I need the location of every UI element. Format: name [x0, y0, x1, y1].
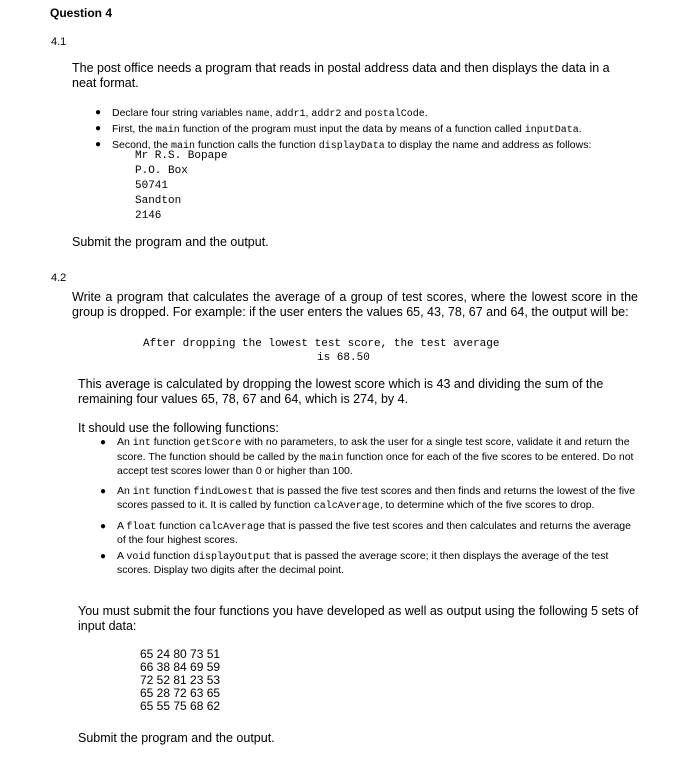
text: Second, the: [112, 139, 171, 151]
address-line: P.O. Box: [135, 165, 188, 177]
code-calcaverage: calcAverage: [198, 521, 265, 533]
text: function calls the function: [194, 139, 319, 151]
code-findlowest: findLowest: [193, 486, 254, 498]
address-line: Mr R.S. Bopape: [135, 150, 228, 162]
code-addr2: addr2: [311, 109, 342, 120]
text: function: [156, 519, 199, 532]
function-item-getscore: [100, 436, 642, 479]
function-item-displayoutput: [100, 549, 642, 578]
q41-intro: The post office needs a program that reads in postal address data and then displays the data in a neat format.: [72, 61, 610, 90]
code-int: int: [132, 486, 151, 498]
text: First, the: [112, 123, 156, 135]
data-set-row: 66 38 84 69 59: [140, 660, 221, 674]
function-item-findlowest: [100, 484, 642, 514]
text: , to determine which of the five scores to drop.: [379, 499, 595, 511]
bullet-icon: ●: [95, 107, 102, 118]
text: A: [117, 519, 127, 532]
address-line: 50741: [135, 180, 169, 192]
code-addr1: addr1: [275, 109, 306, 120]
data-set-row: 65 55 75 68 62: [140, 699, 221, 713]
text: An: [117, 436, 133, 448]
q41-bullet-2: [95, 122, 652, 138]
text: to display the name and address as follows:: [384, 139, 592, 151]
bullet-icon: ●: [100, 485, 107, 497]
bullet-icon: ●: [95, 123, 102, 134]
code-main: main: [319, 452, 344, 464]
functions-intro: It should use the following functions:: [78, 421, 279, 435]
text: that is passed the five test scores and then finds and returns the lowest of the five scores passed to it. It is called by function: [117, 484, 636, 511]
address-line: Sandton: [135, 195, 182, 207]
bullet-icon: ●: [95, 139, 102, 150]
question-heading: Question 4: [50, 6, 113, 20]
code-int: int: [132, 438, 151, 449]
q42-intro: Write a program that calculates the average of a group of test scores, where the lowest score in the group is dropped. For example: if the user enters the values 65, 43, 78, 67 and 64, the output will be:: [72, 290, 638, 319]
text: function: [150, 436, 194, 448]
address-line: 2146: [135, 210, 162, 222]
example-output-line-1: After dropping the lowest test score, the test average: [143, 338, 500, 350]
bullet-icon: ●: [100, 437, 107, 448]
q42-explanation: This average is calculated by dropping the lowest score which is 43 and dividing the sum of the remaining four values 65, 78, 67 and 64, which is 274, by 4.: [78, 377, 604, 406]
code-postalcode: postalCode: [364, 109, 425, 120]
text: ,: [269, 107, 276, 119]
q41-submit: Submit the program and the output.: [72, 235, 269, 249]
functions-list: [100, 436, 642, 578]
text: function: [150, 549, 193, 562]
text: and: [341, 107, 365, 119]
code-name: name: [245, 109, 270, 120]
code-displayoutput: displayOutput: [192, 551, 271, 563]
data-set-row: 65 24 80 73 51: [140, 647, 221, 661]
code-float: float: [126, 521, 157, 533]
text: function of the program must input the data by means of a function called: [179, 123, 525, 135]
text: An: [117, 484, 133, 497]
example-output-line-2: is 68.50: [317, 352, 370, 364]
data-set-row: 65 28 72 63 65: [140, 686, 221, 700]
text: function once for each of the five scores to be entered. Do not accept test scores lower than 0 or higher than 100.: [117, 450, 634, 477]
code-main: main: [155, 125, 180, 136]
text: A: [117, 549, 127, 562]
data-set-row: 72 52 81 23 53: [140, 673, 221, 687]
section-number-4-1: 4.1: [51, 36, 67, 48]
input-data-sets: [140, 648, 220, 713]
q41-bullet-1: [95, 106, 652, 122]
text: with no parameters, to ask the user for a single test score, validate it and return the score. The function should be called by the: [117, 436, 630, 463]
address-block: [135, 149, 227, 224]
code-calcaverage: calcAverage: [313, 501, 380, 512]
bullet-icon: ●: [100, 520, 107, 532]
text: Declare four string variables: [112, 107, 246, 119]
code-main: main: [170, 141, 195, 152]
q41-bullet-list: [95, 106, 652, 154]
text: .: [578, 123, 582, 135]
text: .: [424, 107, 428, 119]
code-void: void: [126, 551, 151, 563]
text: that is passed the average score; it then displays the average of the test scores. Display two digits after the decimal point.: [117, 549, 609, 576]
submit-intro: You must submit the four functions you have developed as well as output using the following 5 sets of input data:: [78, 604, 639, 633]
code-getscore: getScore: [193, 438, 242, 449]
text: that is passed the five test scores and then calculates and returns the average of the four highest scores.: [117, 519, 631, 546]
q42-submit: Submit the program and the output.: [78, 731, 275, 745]
section-number-4-2: 4.2: [51, 272, 67, 284]
text: ,: [305, 107, 312, 119]
code-displaydata: displayData: [318, 141, 385, 152]
code-inputdata: inputData: [524, 125, 579, 136]
function-item-calcaverage: [100, 519, 642, 548]
bullet-icon: ●: [100, 550, 107, 562]
text: function: [150, 484, 194, 497]
